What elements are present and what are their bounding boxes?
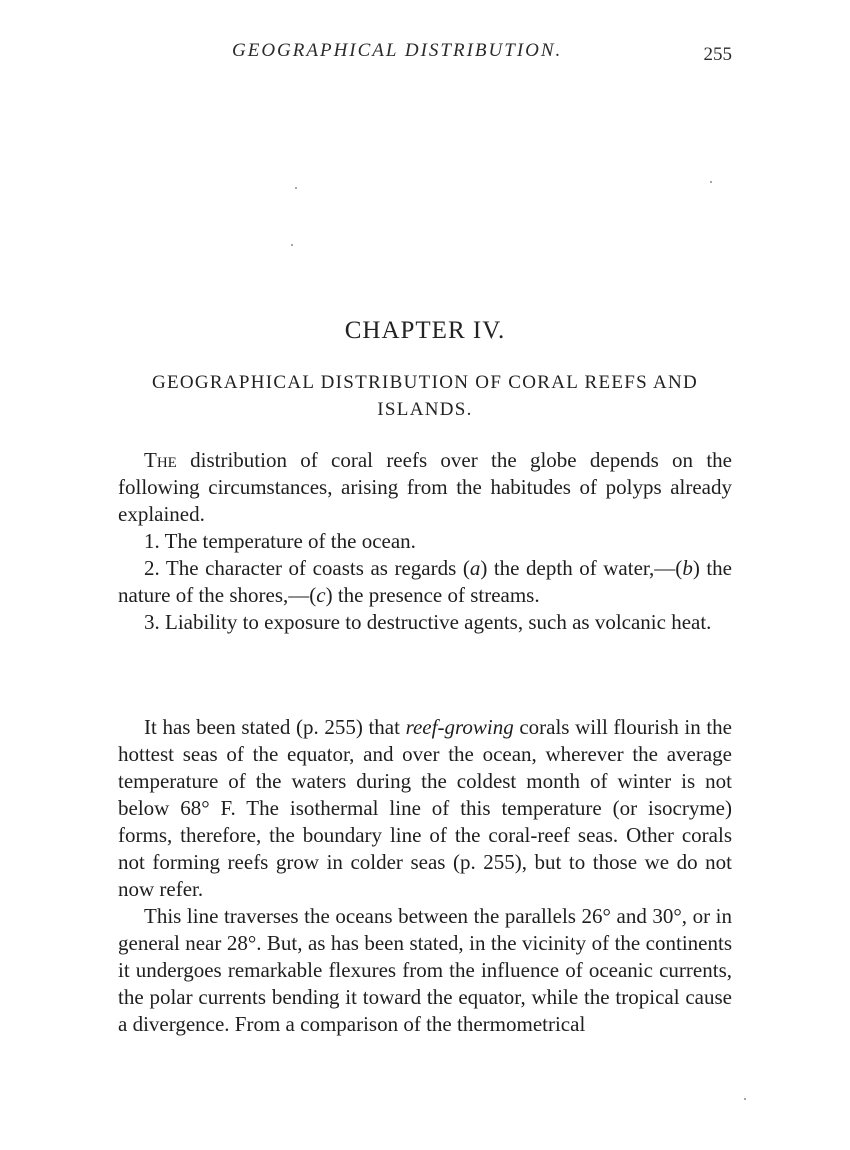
intro-text: distribution of coral reefs over the globe depends on the following circumstances, arising from the habitudes of polyps already explained. xyxy=(118,448,732,526)
list-item-2-letter-a: a xyxy=(469,556,481,580)
intro-block xyxy=(118,447,732,636)
page-number: 255 xyxy=(703,44,732,65)
list-item-3: 3. Liability to exposure to destructive agents, such as volcanic heat. xyxy=(144,610,712,634)
paragraph-text: corals will flourish in the hottest seas of the equator, and over the ocean, wherever the average temperature of the waters during the coldest month of winter is not below 68° F. The isothermal line of this temperature (or isocryme) forms, therefore, the boundary line of the coral-reef seas. Other corals not forming reefs grow in colder seas (p. 255), but to those we do not now refer. xyxy=(118,715,732,901)
intro-paragraph xyxy=(118,447,732,528)
list-item-2-text: ) the presence of streams. xyxy=(325,583,540,607)
paper-speck xyxy=(291,244,293,246)
intro-lead-word: The xyxy=(144,448,177,472)
body-paragraph-1 xyxy=(118,714,732,903)
list-item-2-text: ) the depth of water,—( xyxy=(480,556,683,580)
paper-speck xyxy=(295,187,297,189)
body-block xyxy=(118,714,732,1038)
paper-speck xyxy=(710,181,712,183)
list-item-2-text: ) the nature of the shores,—( xyxy=(118,556,732,607)
list-item-2-text: 2. The character of coasts as regards ( xyxy=(144,556,470,580)
list-item-2-letter-c: c xyxy=(316,583,326,607)
chapter-subtitle: GEOGRAPHICAL DISTRIBUTION OF CORAL REEFS AND ISLANDS. xyxy=(151,372,699,420)
paragraph-text: It has been stated (p. 255) that xyxy=(144,715,406,739)
body-paragraph-2: This line traverses the oceans between the parallels 26° and 30°, or in general near 28°. But, as has been stated, in the vicinity of the continents it undergoes remarkable flexures from the influence of oceanic currents, the polar currents bending it toward the equator, while the tropical cause a divergence. From a comparison of the thermometrical xyxy=(118,904,732,1036)
chapter-title: CHAPTER IV. xyxy=(344,317,506,344)
list-item-2 xyxy=(118,555,732,609)
paper-speck xyxy=(744,1098,746,1100)
emphasized-term: reef-growing xyxy=(405,715,514,739)
list-item-2-letter-b: b xyxy=(682,556,693,580)
running-head: GEOGRAPHICAL DISTRIBUTION. xyxy=(232,40,563,61)
list-item-1: 1. The temperature of the ocean. xyxy=(144,529,416,553)
